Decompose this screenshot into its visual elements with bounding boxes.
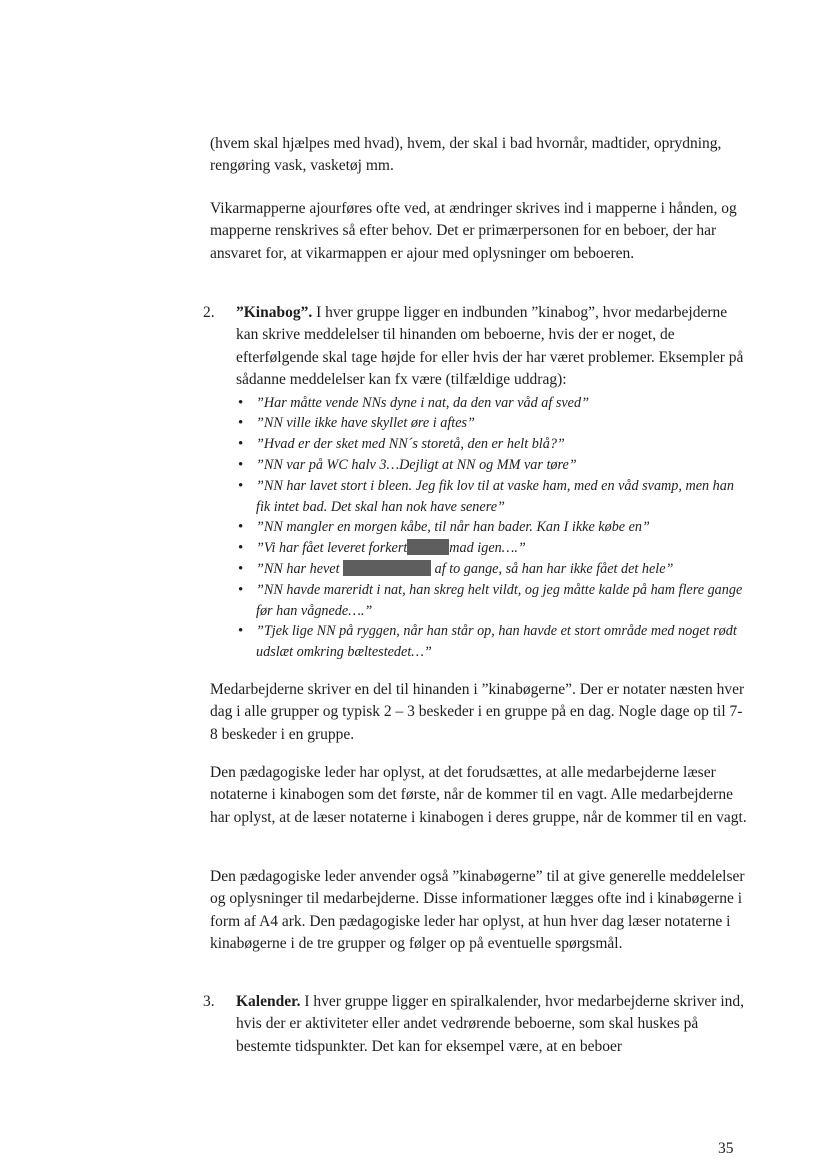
paragraph-1 (210, 133, 750, 178)
list-number-2: 2. (203, 304, 215, 321)
quote-item: • ”NN havde mareridt i nat, han skreg helt vildt, og jeg måtte kalde på ham flere gange før han vågnede….” (236, 580, 750, 622)
kinabog-title: ”Kinabog”. (236, 304, 313, 321)
quote-item: • ”NN ville ikke have skyllet øre i aftes” (236, 413, 750, 434)
paragraph-4-text: Den pædagogiske leder har oplyst, at det forudsættes, at alle medarbejderne læser notaterne i kinabogen som det første, når de kommer til en vagt. Alle medarbejderne har oplyst, at de læser notaterne i kinabogen i deres gruppe, når de kommer til en vagt. (210, 764, 747, 826)
redaction-box (407, 539, 449, 555)
quote-text: af to gange, så han har ikke fået det hele” (434, 561, 674, 577)
kalender-title: Kalender. (236, 993, 301, 1010)
quote-item: • ”NN mangler en morgen kåbe, til når han bader. Kan I ikke købe en” (236, 517, 750, 538)
quote-item: • ”Hvad er der sket med NN´s storetå, den er helt blå?” (236, 434, 750, 455)
quote-list (236, 393, 750, 663)
page-number: 35 (718, 1140, 734, 1157)
quote-item: • ”NN var på WC halv 3…Dejligt at NN og MM var tøre” (236, 455, 750, 476)
paragraph-5 (210, 866, 750, 956)
list-number-3: 3. (203, 993, 215, 1010)
paragraph-1-text: (hvem skal hjælpes med hvad), hvem, der skal i bad hvornår, madtider, oprydning, rengøring vask, vasketøj mm. (210, 135, 722, 175)
quote-item: • ”NN har lavet stort i bleen. Jeg fik lov til at vaske ham, med en våd svamp, men han fik intet bad. Det skal han nok have senere” (236, 476, 750, 518)
kalender-text: I hver gruppe ligger en spiralkalender, hvor medarbejderne skriver ind, hvis der er aktiviteter eller andet vedrørende beboerne, som skal huskes på bestemte tidspunkter. Det kan for eksempel være, at en beboer (236, 993, 744, 1055)
list-item-2 (203, 302, 750, 663)
quote-item: • ”Tjek lige NN på ryggen, når han står op, han havde et stort område med noget rødt udslæt omkring bæltestedet…” (236, 621, 750, 663)
kinabog-text: I hver gruppe ligger en indbunden ”kinabog”, hvor medarbejderne kan skrive meddelelser til hinanden om beboerne, hvis der er noget, de efterfølgende skal tage højde for eller hvis der har været problemer. Eksempler på sådanne meddelelser kan fx være (tilfældige uddrag): (236, 304, 744, 389)
paragraph-5-text: Den pædagogiske leder anvender også ”kinabøgerne” til at give generelle meddelelser og oplysninger til medarbejderne. Disse informationer lægges ofte ind i kinabøgerne i form af A4 ark. Den pædagogiske leder har oplyst, at hun hver dag læser notaterne i kinabøgerne i de tre grupper og følger op på eventuelle spørgsmål. (210, 868, 745, 953)
quote-text: ”Vi har fået leveret forkert (256, 540, 408, 557)
kalender-paragraph (236, 991, 750, 1058)
list-item-3 (203, 991, 750, 1058)
paragraph-3 (210, 679, 750, 746)
paragraph-2-text: Vikarmapperne ajourføres ofte ved, at ændringer skrives ind i mapperne i hånden, og mapperne renskrives så efter behov. Det er primærpersonen for en beboer, der har ansvaret for, at vikarmappen er ajour med oplysninger om beboeren. (210, 200, 737, 262)
paragraph-4 (210, 762, 750, 829)
quote-item: • ”Har måtte vende NNs dyne i nat, da den var våd af sved” (236, 393, 750, 414)
quote-text: mad igen….” (449, 540, 526, 557)
quote-text: ”NN har hevet (256, 561, 340, 577)
quote-item-redacted-2 (236, 559, 750, 580)
quote-item-redacted-1 (236, 538, 750, 559)
paragraph-2 (210, 198, 750, 265)
paragraph-3-text: Medarbejderne skriver en del til hinanden i ”kinabøgerne”. Der er notater næsten hver dag i alle grupper og typisk 2 – 3 beskeder i en gruppe på en dag. Nogle dage op til 7-8 beskeder i en gruppe. (210, 681, 745, 743)
redaction-box (343, 560, 431, 576)
kinabog-intro (236, 302, 750, 392)
